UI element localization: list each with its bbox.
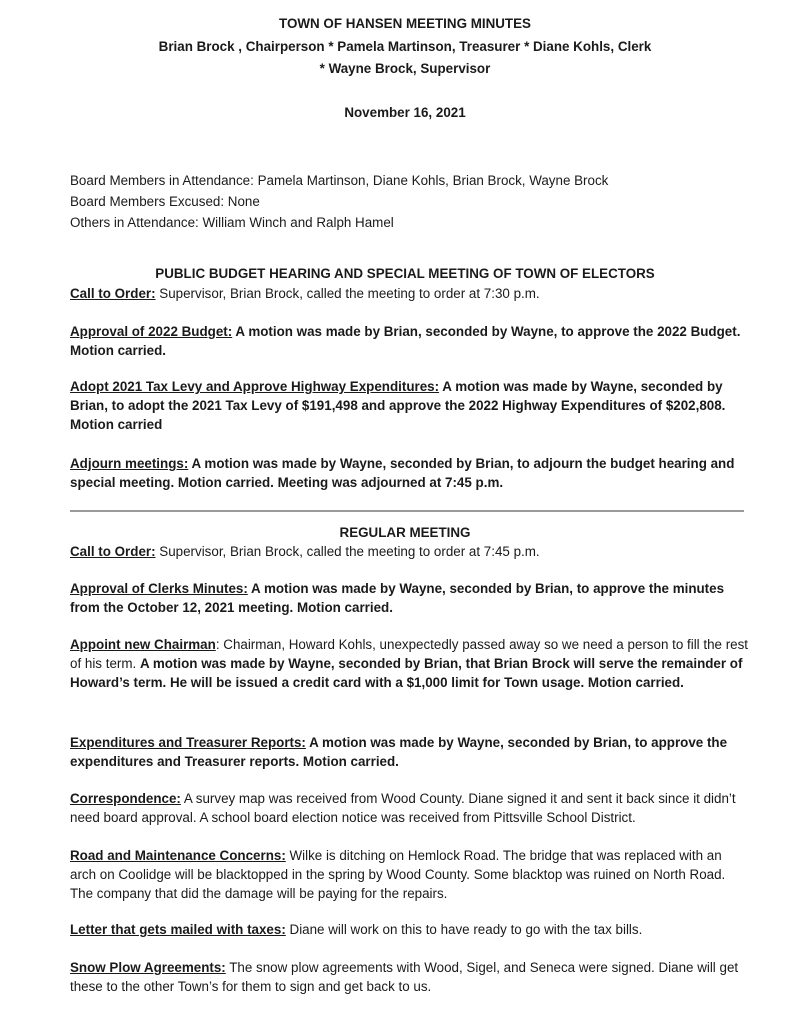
section-text: A motion was made by Wayne, seconded by Brian, to approve the minutes from the October 12, 2021 meeting. Motion carried. [70,581,725,615]
regular-meeting-heading: REGULAR MEETING [339,525,471,540]
correspondence [70,789,750,827]
appoint-chairman [70,635,750,692]
budget-call-to-order [70,284,750,303]
attendance-excused: Board Members Excused: None [70,194,260,209]
adjourn-meetings [70,454,750,492]
officers-line-2: * Wayne Brock, Supervisor [319,61,491,76]
section-text: Supervisor, Brian Brock, called the meeting to order at 7:45 p.m. [155,544,540,559]
section-label: Call to Order: [70,286,156,301]
section-label: Call to Order: [70,544,156,559]
section-text: The snow plow agreements with Wood, Sigel, and Seneca were signed. Diane will get these to the other Town’s for them to sign and get back to us. [70,960,739,994]
section-label: Expenditures and Treasurer Reports: [70,735,306,750]
section-text: : Chairman, Howard Kohls, unexpectedly passed away so we need a person to fill the rest of his term. [70,637,749,671]
letter-with-taxes [70,920,750,939]
section-label: Road and Maintenance Concerns: [70,848,286,863]
section-motion: A motion was made by Wayne, seconded by Brian, that Brian Brock will serve the remainder of Howard’s term. He will be issued a credit card with a $1,000 limit for Town usage. Motion carried. [70,656,743,690]
section-text: Wilke is ditching on Hemlock Road. The bridge that was replaced with an arch on Coolidge will be blacktopped in the spring by Wood County. Some blacktop was ruined on North Road. The company that did the damage will be paying for the repairs. [70,848,726,901]
snow-plow-agreements [70,958,750,996]
section-text: A survey map was received from Wood County. Diane signed it and sent it back since it didn’t need board approval. A school board election notice was received from Pittsville School District. [70,791,736,825]
section-text: A motion was made by Wayne, seconded by Brian, to adjourn the budget hearing and special meeting. Motion carried. Meeting was adjourned at 7:45 p.m. [70,456,735,490]
budget-hearing-heading: PUBLIC BUDGET HEARING AND SPECIAL MEETING OF TOWN OF ELECTORS [155,266,655,281]
section-label: Correspondence: [70,791,181,806]
clerks-minutes [70,579,750,617]
section-text: A motion was made by Wayne, seconded by Brian, to approve the expenditures and Treasurer reports. Motion carried. [70,735,728,769]
budget-approval [70,322,750,360]
section-divider [70,510,744,512]
section-label: Adopt 2021 Tax Levy and Approve Highway Expenditures: [70,379,440,394]
section-text: A motion was made by Wayne, seconded by Brian, to adopt the 2021 Tax Levy of $191,498 and approve the 2022 Highway Expenditures of $202,808. Motion carried [70,379,726,432]
section-text: Diane will work on this to have ready to go with the tax bills. [285,922,643,937]
section-text: Supervisor, Brian Brock, called the meeting to order at 7:30 p.m. [155,286,540,301]
attendance-others: Others in Attendance: William Winch and Ralph Hamel [70,215,394,230]
document-title: TOWN OF HANSEN MEETING MINUTES [279,16,531,31]
meeting-date: November 16, 2021 [344,105,466,120]
road-maintenance [70,846,750,903]
section-label: Appoint new Chairman [70,637,216,652]
regular-call-to-order [70,542,750,561]
tax-levy [70,377,750,434]
section-label: Approval of 2022 Budget: [70,324,233,339]
section-label: Snow Plow Agreements: [70,960,226,975]
section-label: Letter that gets mailed with taxes: [70,922,286,937]
section-label: Approval of Clerks Minutes: [70,581,248,596]
attendance-present: Board Members in Attendance: Pamela Martinson, Diane Kohls, Brian Brock, Wayne Brock [70,173,609,188]
section-text: A motion was made by Brian, seconded by Wayne, to approve the 2022 Budget. Motion carried. [70,324,741,358]
officers-line-1: Brian Brock , Chairperson * Pamela Martinson, Treasurer * Diane Kohls, Clerk [158,39,652,54]
expenditures-treasurer [70,733,750,771]
section-label: Adjourn meetings: [70,456,189,471]
